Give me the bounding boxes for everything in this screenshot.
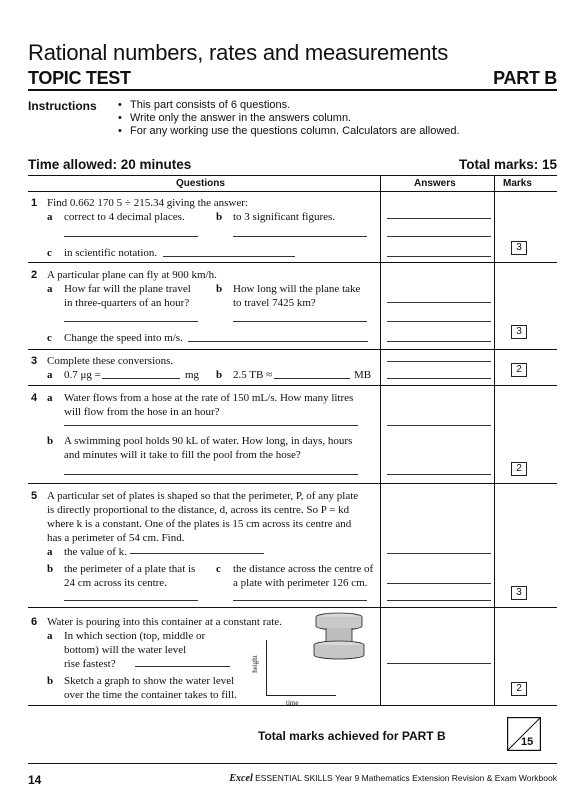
working-line[interactable] xyxy=(64,236,198,237)
question-text: A particular plane can fly at 900 km/h. xyxy=(47,269,217,281)
working-line[interactable] xyxy=(64,600,198,601)
unit-label: mg xyxy=(185,369,200,381)
question-2a xyxy=(47,282,191,309)
row-separator xyxy=(28,607,557,608)
question-3 xyxy=(31,354,174,368)
part-letter: c xyxy=(47,247,52,259)
question-5a xyxy=(47,545,127,559)
part-heading: PART B xyxy=(493,68,557,88)
part-text: In which section (top, middle or xyxy=(64,630,206,642)
part-letter: b xyxy=(216,283,223,295)
total-out-of: 15 xyxy=(521,736,534,748)
question-6a xyxy=(47,629,206,670)
part-text: How far will the plane travel xyxy=(64,283,191,295)
part-letter: b xyxy=(47,563,54,575)
part-text: in three-quarters of an hour? xyxy=(64,297,190,309)
question-number: 1 xyxy=(31,197,38,209)
topic-test-heading: TOPIC TEST xyxy=(28,68,131,88)
answer-line-3a[interactable] xyxy=(387,361,491,362)
part-text: over the time the container takes to fill. xyxy=(64,689,237,701)
answer-line-2c[interactable] xyxy=(387,341,491,342)
part-text: 24 cm across its centre. xyxy=(64,577,167,589)
question-4b xyxy=(47,434,353,461)
header-rule xyxy=(28,89,557,91)
question-text: Find 0.662 170 5 ÷ 215.34 giving the answer: xyxy=(47,197,248,209)
answers-column-header: Answers xyxy=(414,178,456,189)
question-6b xyxy=(47,674,237,701)
part-text: and minutes will it take to fill the pool from the hose? xyxy=(64,449,301,461)
answer-line-5a[interactable] xyxy=(387,553,491,554)
table-top-rule xyxy=(28,175,557,176)
working-line[interactable] xyxy=(188,341,368,342)
question-number: 2 xyxy=(31,269,38,281)
question-text: A particular set of plates is shaped so that the perimeter, P, of any plate xyxy=(47,490,359,502)
part-letter: b xyxy=(216,211,223,223)
container-diagram xyxy=(308,612,370,662)
answer-line-2b[interactable] xyxy=(387,321,491,322)
part-text: 2.5 TB ≈ xyxy=(233,369,273,381)
graph-x-axis xyxy=(266,695,336,696)
total-marks: Total marks: 15 xyxy=(458,157,557,172)
question-1c xyxy=(47,246,158,260)
conversion-input-line[interactable] xyxy=(274,378,350,379)
part-letter: b xyxy=(47,675,54,687)
marks-box-q1: 3 xyxy=(511,241,527,255)
working-line[interactable] xyxy=(135,666,230,667)
instructions-list xyxy=(118,99,460,138)
marks-box-q5: 3 xyxy=(511,586,527,600)
total-marks-achieved-label: Total marks achieved for PART B xyxy=(258,729,446,743)
part-text: 0.7 μg = xyxy=(64,369,101,381)
working-line[interactable] xyxy=(233,236,367,237)
part-text: the perimeter of a plate that is xyxy=(64,563,196,575)
question-6 xyxy=(31,615,282,629)
question-number: 3 xyxy=(31,355,38,367)
working-line[interactable] xyxy=(233,321,367,322)
part-text: to 3 significant figures. xyxy=(233,211,336,223)
working-line[interactable] xyxy=(64,425,358,426)
question-2c xyxy=(47,331,183,345)
question-5b xyxy=(47,562,196,589)
answer-line-6a[interactable] xyxy=(387,663,491,664)
question-1b xyxy=(216,210,336,224)
part-letter: b xyxy=(216,369,223,381)
part-letter: a xyxy=(47,283,53,295)
question-1 xyxy=(31,196,248,210)
instruction-item: • This part consists of 6 questions. xyxy=(118,99,460,112)
part-letter: c xyxy=(216,563,221,575)
question-number: 5 xyxy=(31,490,38,502)
part-text: How long will the plane take xyxy=(233,283,361,295)
graph-x-label: time xyxy=(286,699,299,707)
answers-column-divider xyxy=(380,175,381,705)
answer-line-3b[interactable] xyxy=(387,378,491,379)
answer-line-5b[interactable] xyxy=(387,583,491,584)
row-separator xyxy=(28,349,557,350)
instruction-item: • Write only the answer in the answers column. xyxy=(118,112,460,125)
answer-line-1a[interactable] xyxy=(387,218,491,219)
table-header-rule xyxy=(28,191,557,192)
part-letter: c xyxy=(47,332,52,344)
question-5c xyxy=(216,562,374,589)
conversion-input-line[interactable] xyxy=(102,378,180,379)
part-letter: a xyxy=(47,630,53,642)
marks-column-divider xyxy=(494,175,495,705)
part-text: bottom) will the water level xyxy=(64,644,187,656)
graph-y-axis xyxy=(266,640,267,696)
row-separator xyxy=(28,483,557,484)
row-separator xyxy=(28,385,557,386)
answer-line-4b[interactable] xyxy=(387,474,491,475)
part-text: A swimming pool holds 90 kL of water. How long, in days, hours xyxy=(64,435,353,447)
part-letter: a xyxy=(47,369,53,381)
question-text: Complete these conversions. xyxy=(47,355,174,367)
marks-box-q6: 2 xyxy=(511,682,527,696)
working-line[interactable] xyxy=(233,600,367,601)
question-3a xyxy=(47,368,200,382)
part-text: Water flows from a hose at the rate of 150 mL/s. How many litres xyxy=(64,392,354,404)
question-2b xyxy=(216,282,361,309)
question-number: 4 xyxy=(31,392,38,404)
part-text: in scientific notation. xyxy=(64,247,158,259)
part-text: a plate with perimeter 126 cm. xyxy=(233,577,368,589)
instructions-label: Instructions xyxy=(28,99,97,113)
part-text: will flow from the hose in an hour? xyxy=(64,406,220,418)
part-letter: a xyxy=(47,546,53,558)
question-1a xyxy=(47,210,185,224)
book-title: ESSENTIAL SKILLS Year 9 Mathematics Extension Revision & Exam Workbook xyxy=(255,773,557,783)
part-text: the value of k. xyxy=(64,546,127,558)
footer-rule xyxy=(28,763,557,764)
marks-box-q3: 2 xyxy=(511,363,527,377)
part-text: correct to 4 decimal places. xyxy=(64,211,185,223)
question-text: where k is a constant. One of the plates is 15 cm across its centre and xyxy=(47,518,352,530)
questions-column-header: Questions xyxy=(176,178,225,189)
part-letter: a xyxy=(47,211,53,223)
answer-line-1c[interactable] xyxy=(387,256,491,257)
question-text: Water is pouring into this container at a constant rate. xyxy=(47,616,282,628)
page-number: 14 xyxy=(28,773,42,787)
question-4 xyxy=(31,391,354,418)
part-letter: a xyxy=(47,392,53,404)
marks-box-q2: 3 xyxy=(511,325,527,339)
question-number: 6 xyxy=(31,616,38,628)
answer-line-5c[interactable] xyxy=(387,600,491,601)
row-separator xyxy=(28,262,557,263)
working-line[interactable] xyxy=(163,256,295,257)
footer-book-title xyxy=(229,773,557,784)
part-text: Sketch a graph to show the water level xyxy=(64,675,235,687)
marks-column-header: Marks xyxy=(503,178,532,189)
question-3b xyxy=(216,368,372,382)
question-2 xyxy=(31,268,217,282)
part-text: the distance across the centre of xyxy=(233,563,374,575)
marks-box-q4: 2 xyxy=(511,462,527,476)
answer-line-4a[interactable] xyxy=(387,425,491,426)
answer-line-1b[interactable] xyxy=(387,236,491,237)
working-line[interactable] xyxy=(130,553,264,554)
question-5 xyxy=(31,489,359,544)
part-text: to travel 7425 km? xyxy=(233,297,316,309)
page-title: Rational numbers, rates and measurements xyxy=(28,40,448,65)
unit-label: MB xyxy=(354,369,372,381)
working-line[interactable] xyxy=(64,474,358,475)
time-allowed: Time allowed: 20 minutes xyxy=(28,157,192,172)
instruction-item: • For any working use the questions column. Calculators are allowed. xyxy=(118,125,460,138)
answer-line-2a[interactable] xyxy=(387,302,491,303)
question-text: is directly proportional to the distance, d, across its centre. So P = kd xyxy=(47,504,350,516)
part-text: Change the speed into m/s. xyxy=(64,332,183,344)
question-text: has a perimeter of 54 cm. Find. xyxy=(47,532,185,544)
part-letter: b xyxy=(47,435,54,447)
working-line[interactable] xyxy=(64,321,198,322)
brand-logo: Excel xyxy=(229,773,253,784)
part-text: rise fastest? xyxy=(64,658,116,670)
graph-y-label: height xyxy=(250,655,259,673)
